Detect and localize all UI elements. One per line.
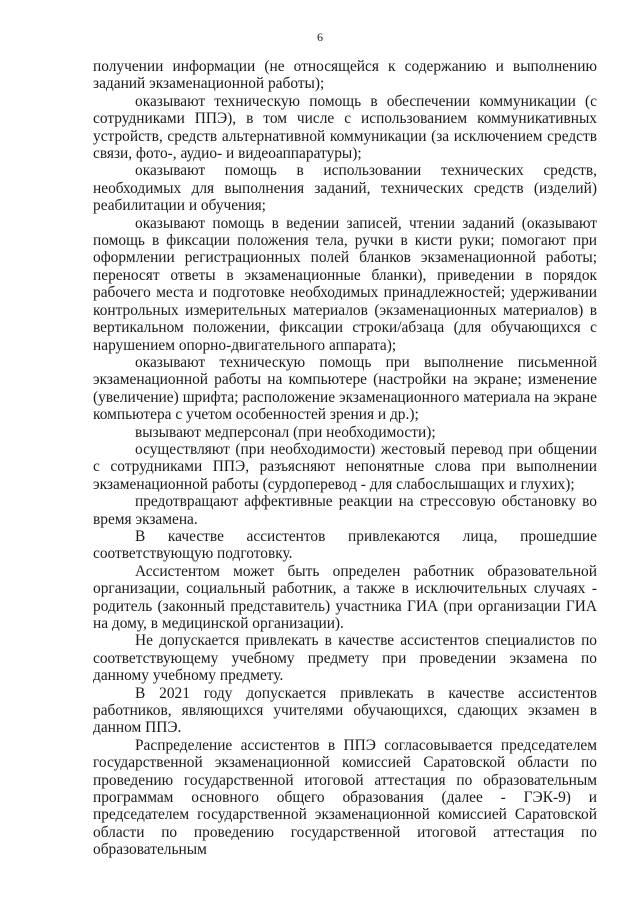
paragraph: получении информации (не относящейся к содержанию и выполнению заданий экзаменационной работы);: [93, 58, 597, 93]
paragraph: предотвращают аффективные реакции на стрессовую обстановку во время экзамена.: [93, 493, 597, 528]
paragraph: оказывают техническую помощь при выполнение письменной экзаменационной работы на компьютере (настройки на экране; изменение (увеличение) шрифта; расположение экзаменационного материала на экране компьютера с учетом особенностей зрения и др.);: [93, 353, 597, 424]
paragraph: осуществляют (при необходимости) жестовый перевод при общении с сотрудниками ППЭ, разъясняют непонятные слова при выполнении экзаменационной работы (сурдоперевод - для слабослышащих и глухих);: [93, 440, 597, 493]
paragraph: Ассистентом может быть определен работник образовательной организации, социальный работник, а также в исключительных случаях - родитель (законный представитель) участника ГИА (при организации ГИА на дому, в медицинской организации).: [93, 562, 597, 632]
page-number: 6: [317, 30, 323, 44]
body-text: [93, 58, 597, 859]
paragraph: В качестве ассистентов привлекаются лица, прошедшие соответствующую подготовку.: [93, 527, 597, 563]
paragraph: оказывают помощь в ведении записей, чтении заданий (оказывают помощь в фиксации положения тела, ручки в кисти руки; помогают при оформлении регистрационных полей бланков экзаменационной работы; переносят ответы в экзаменационные бланки), приведении в порядок рабочего места и подготовке необходимых принадлежностей; удерживании контрольных измерительных материалов (экзаменационных материалов) в вертикальном положении, фиксации строки/абзаца (для обучающихся с нарушением опорно-двигательного аппарата);: [93, 214, 597, 354]
paragraph: Распределение ассистентов в ППЭ согласовывается председателем государственной экзаменационной комиссией Саратовской области по проведению государственной итоговой аттестация по образовательным программам основного общего образования (далее - ГЭК-9) и председателем государственной экзаменационной комиссией Саратовской области по проведению государственной итоговой аттестация по образовательным: [93, 736, 597, 859]
paragraph: оказывают помощь в использовании технических средств, необходимых для выполнения заданий, технических средств (изделий) реабилитации и обучения;: [93, 162, 597, 215]
paragraph: Не допускается привлекать в качестве ассистентов специалистов по соответствующему учебному предмету при проведении экзамена по данному учебному предмету.: [93, 632, 597, 685]
paragraph: В 2021 году допускается привлекать в качестве ассистентов работников, являющихся учителями обучающихся, сдающих экзамен в данном ППЭ.: [93, 684, 597, 737]
paragraph: вызывают медперсонал (при необходимости);: [135, 423, 436, 441]
paragraph: оказывают техническую помощь в обеспечении коммуникации (с сотрудниками ППЭ), в том числе с использованием коммуникативных устройств, средств альтернативной коммуникации (за исключением средств связи, фото-, аудио- и видеоаппаратуры);: [93, 92, 597, 163]
